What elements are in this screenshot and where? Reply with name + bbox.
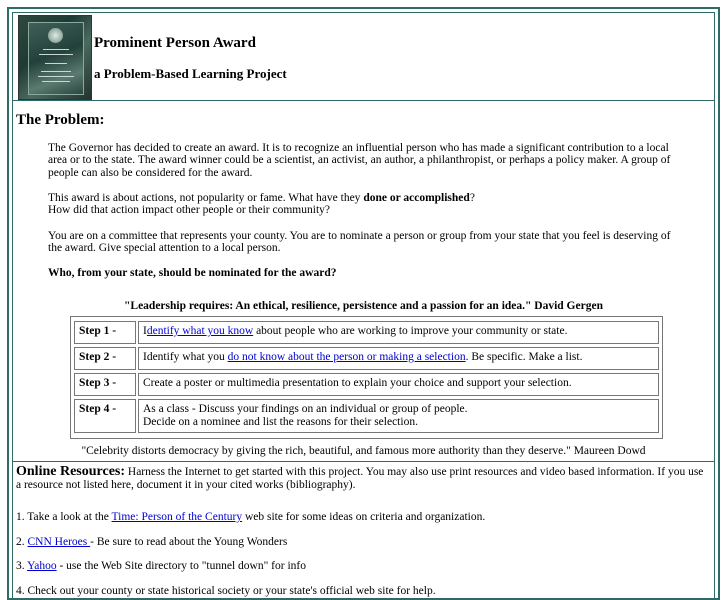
list-item: 4. Check out your county or state historical society or your state's official web site for help.	[16, 585, 436, 597]
resource3-text-end: - use the Web Site directory to "tunnel down" for info	[56, 560, 306, 572]
step-label: Step 1 -	[74, 321, 136, 344]
step-description	[138, 347, 659, 370]
problem-paragraph-1: The Governor has decided to create an award. It is to recognize an influential person who has made a significant contribution to a local area or to the state. The award winner could be a scientist, an activist, an author, a philanthropist, or perhaps a policy maker. A group of people can also be considered for the award.	[48, 142, 671, 179]
step-label: Step 4 -	[74, 399, 136, 433]
cnn-heroes-link[interactable]: CNN Heroes	[27, 536, 91, 548]
table-row	[74, 321, 659, 344]
leadership-quote: "Leadership requires: An ethical, resilience, persistence and a passion for an idea." David Gergen	[124, 300, 603, 312]
resource3-text: 3.	[16, 560, 28, 572]
table-row	[74, 399, 659, 428]
resource1-text: 1. Take a look at the	[16, 511, 112, 523]
table-row	[74, 373, 659, 396]
para2-text: This award is about actions, not popularity or fame. What have they	[48, 192, 364, 204]
step4-line2: Decide on a nominee and list the reasons for their selection.	[143, 415, 418, 428]
plaque-text-line	[38, 76, 74, 77]
para2-line2: How did that action impact other people or their community?	[48, 204, 330, 217]
page-title: Prominent Person Award	[94, 35, 256, 51]
step-description	[138, 399, 659, 433]
problem-paragraph-2	[48, 192, 680, 217]
time-person-of-century-link[interactable]: Time: Person of the Century	[111, 511, 243, 523]
online-resources-intro	[16, 465, 709, 492]
award-plaque-image	[18, 15, 92, 100]
problem-question: Who, from your state, should be nominated for the award?	[48, 267, 337, 279]
step2-text-start: Identify what you	[143, 351, 228, 363]
online-resources-heading: Online Resources:	[16, 464, 126, 479]
plaque-text-line	[39, 54, 73, 55]
steps-table	[70, 316, 663, 439]
page-subtitle: a Problem-Based Learning Project	[94, 66, 287, 81]
plaque-text-line	[42, 81, 70, 82]
problem-paragraph-3: You are on a committee that represents your county. You are to nominate a person or group from your state that you feel is deserving of the award. Give special attention to a local person.	[48, 230, 671, 255]
plaque-face	[28, 22, 84, 95]
plaque-text-line	[45, 63, 67, 64]
step1-text-start: I	[143, 325, 147, 337]
resource2-text: 2.	[16, 536, 28, 548]
online-resources-text: Harness the Internet to get started with this project. You may also use print resources and video based information. If you use a resource not listed here, document it in your cited works (bibliography).	[16, 466, 704, 491]
page-inner-border	[12, 12, 715, 598]
page-frame	[7, 7, 720, 600]
step-description: Create a poster or multimedia presentation to explain your choice and support your selection.	[138, 373, 659, 396]
plaque-text-line	[43, 49, 69, 50]
list-item	[16, 511, 485, 523]
step1-text-end: about people who are working to improve your community or state.	[253, 325, 568, 337]
identify-what-you-know-link[interactable]: dentify what you know	[146, 325, 254, 337]
resource2-text-end: - Be sure to read about the Young Wonders	[90, 536, 288, 548]
celebrity-quote: "Celebrity distorts democracy by giving the rich, beautiful, and famous more authority than they deserve." Maureen Dowd	[81, 445, 646, 457]
yahoo-link[interactable]: Yahoo	[27, 560, 57, 572]
plaque-seal-icon	[48, 28, 63, 43]
header	[13, 13, 714, 101]
problem-section	[13, 109, 714, 462]
resource1-text-end: web site for some ideas on criteria and organization.	[242, 511, 486, 523]
plaque-text-line	[41, 71, 71, 72]
step2-text-end: . Be specific. Make a list.	[465, 351, 583, 363]
list-item	[16, 536, 287, 548]
list-item	[16, 560, 306, 572]
step4-line1: As a class - Discuss your findings on an individual or group of people.	[143, 403, 468, 415]
step-label: Step 2 -	[74, 347, 136, 370]
para2-bold: done or accomplished	[363, 192, 470, 204]
problem-heading: The Problem:	[16, 112, 105, 128]
step-description	[138, 321, 659, 344]
step-label: Step 3 -	[74, 373, 136, 396]
do-not-know-link[interactable]: do not know about the person or making a selection	[227, 351, 466, 363]
para2-end: ?	[469, 192, 475, 204]
table-row	[74, 347, 659, 370]
